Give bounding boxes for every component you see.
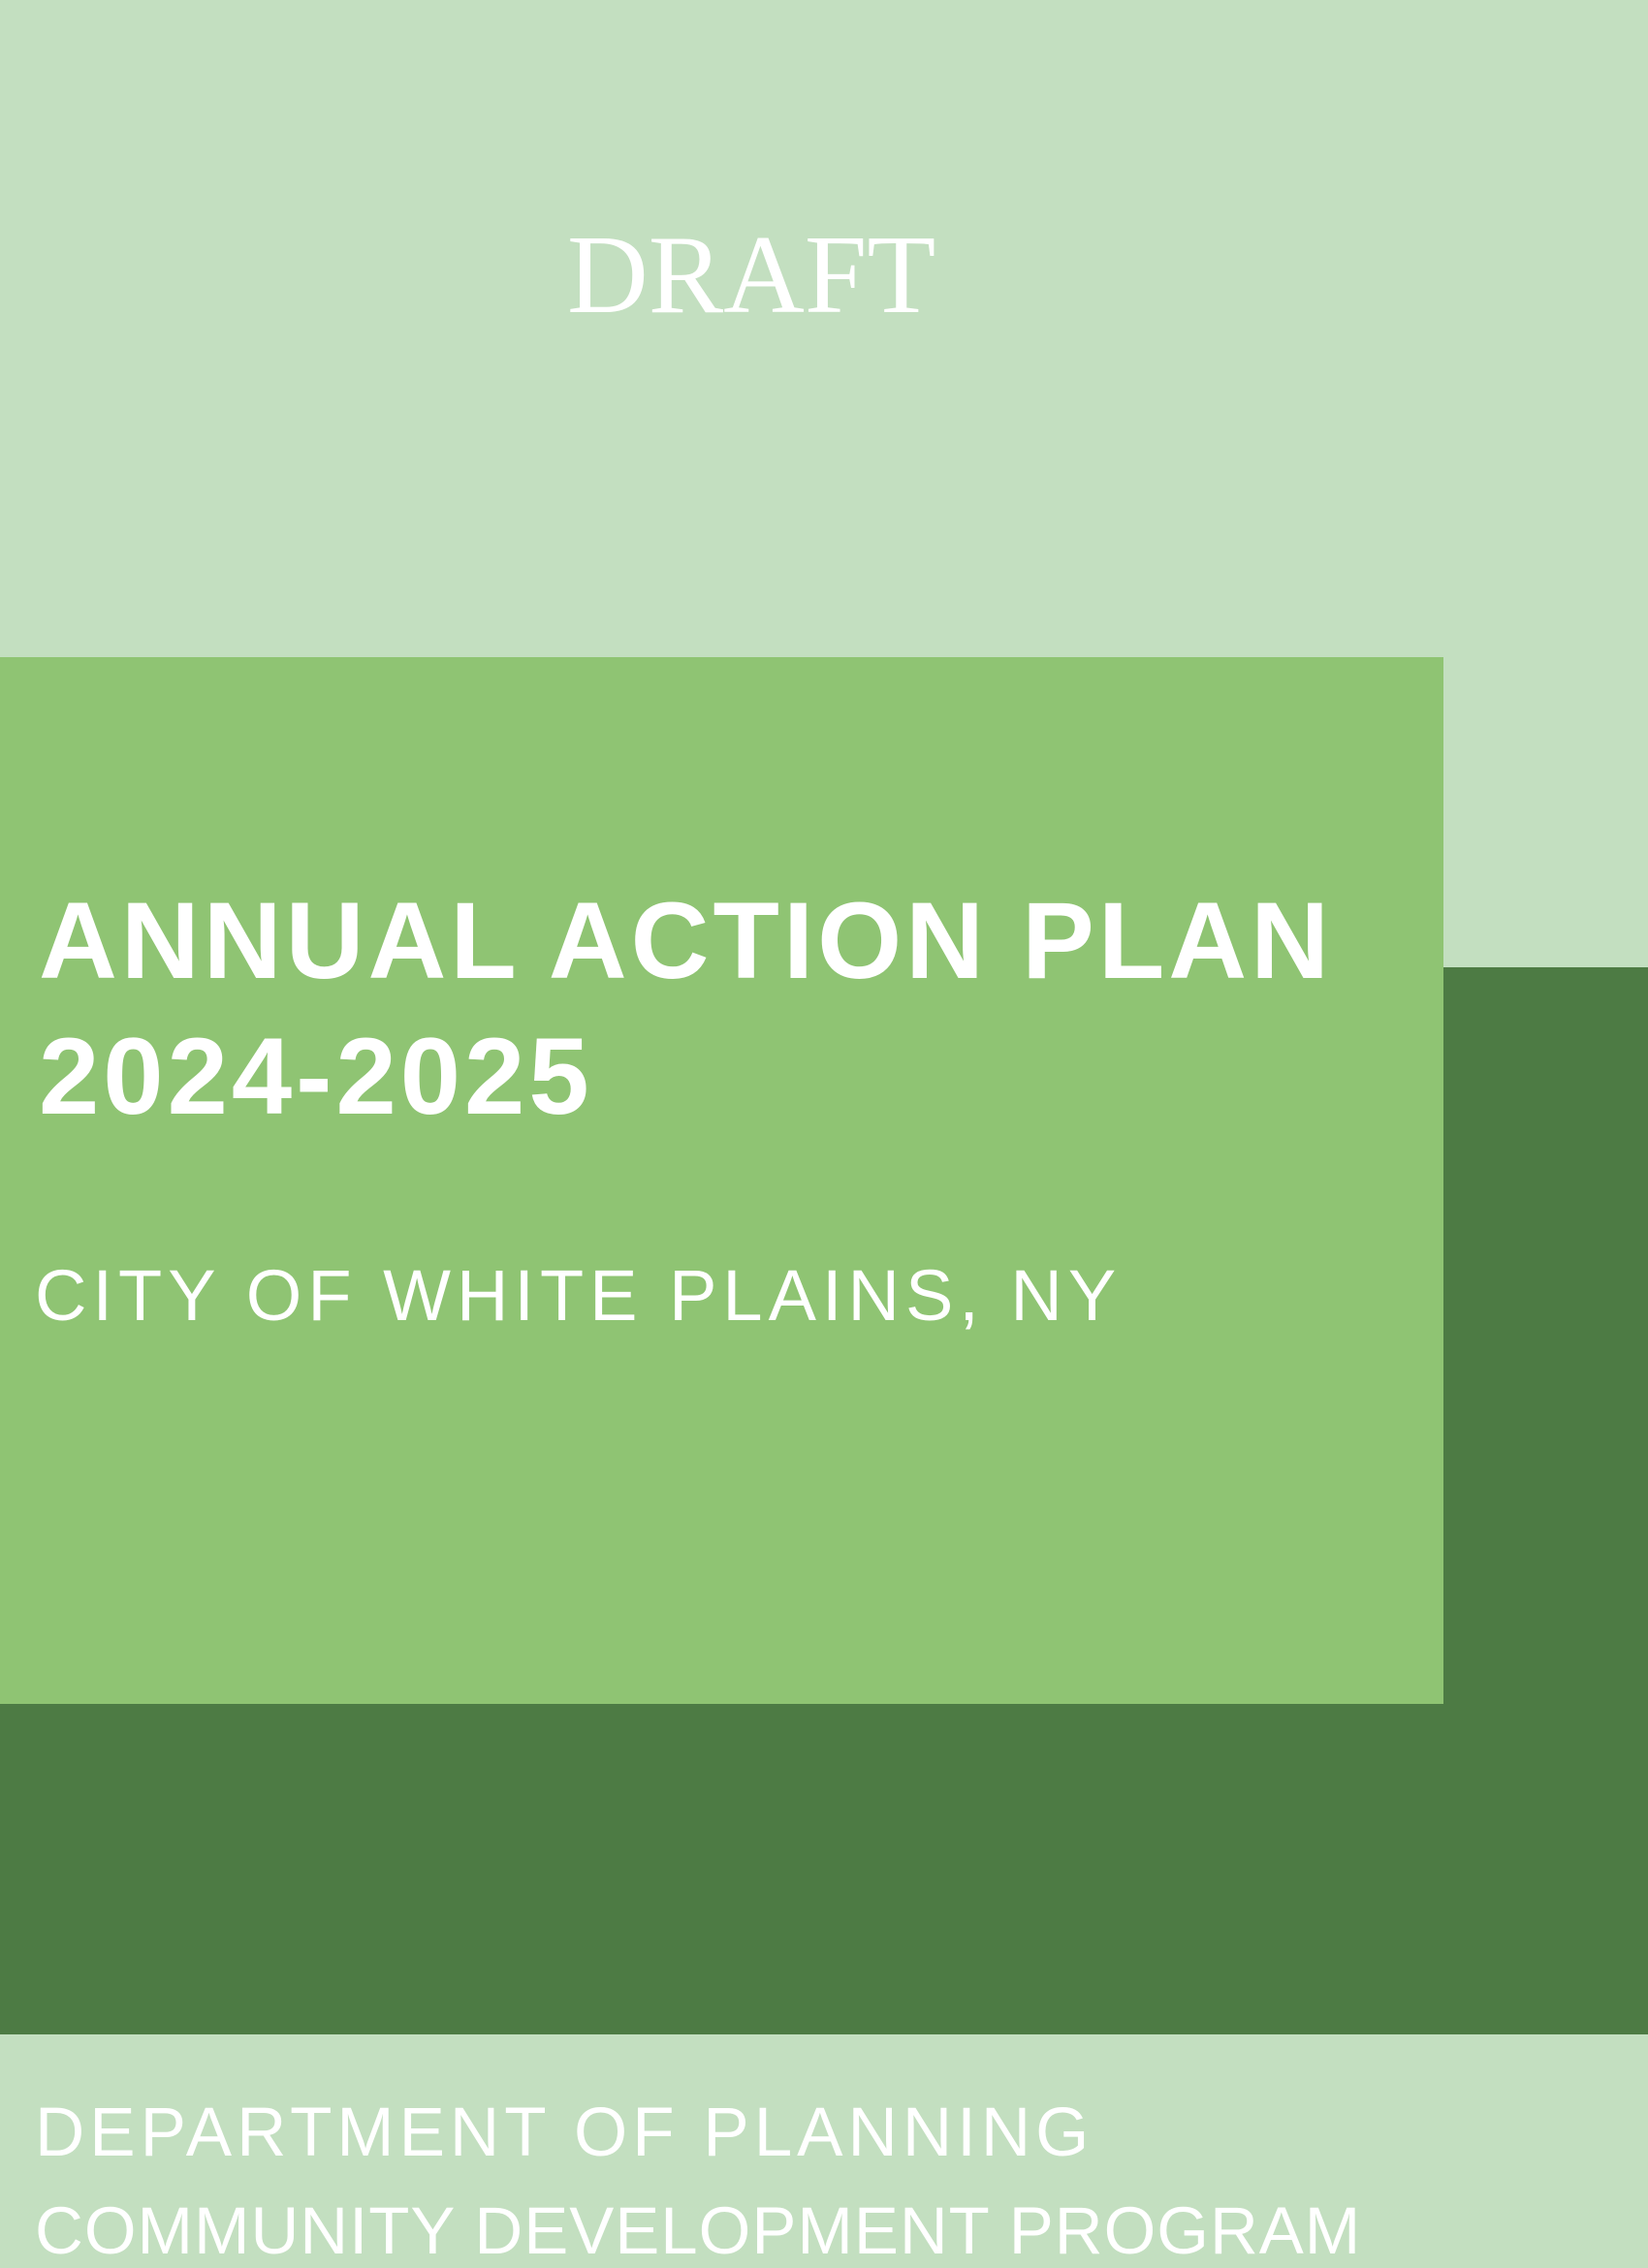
dark-green-accent-band [0, 1704, 1648, 2034]
page-title [39, 873, 1333, 1145]
city-subtitle: CITY OF WHITE PLAINS, NY [35, 1255, 1123, 1336]
department-name: DEPARTMENT OF PLANNING [35, 2095, 1094, 2171]
program-name: COMMUNITY DEVELOPMENT PROGRAM [35, 2193, 1362, 2268]
page-title-line-2: 2024-2025 [39, 1016, 593, 1138]
title-card [0, 657, 1443, 2268]
draft-watermark: DRAFT [567, 213, 936, 337]
page-title-line-1: ANNUAL ACTION PLAN [39, 880, 1334, 1002]
